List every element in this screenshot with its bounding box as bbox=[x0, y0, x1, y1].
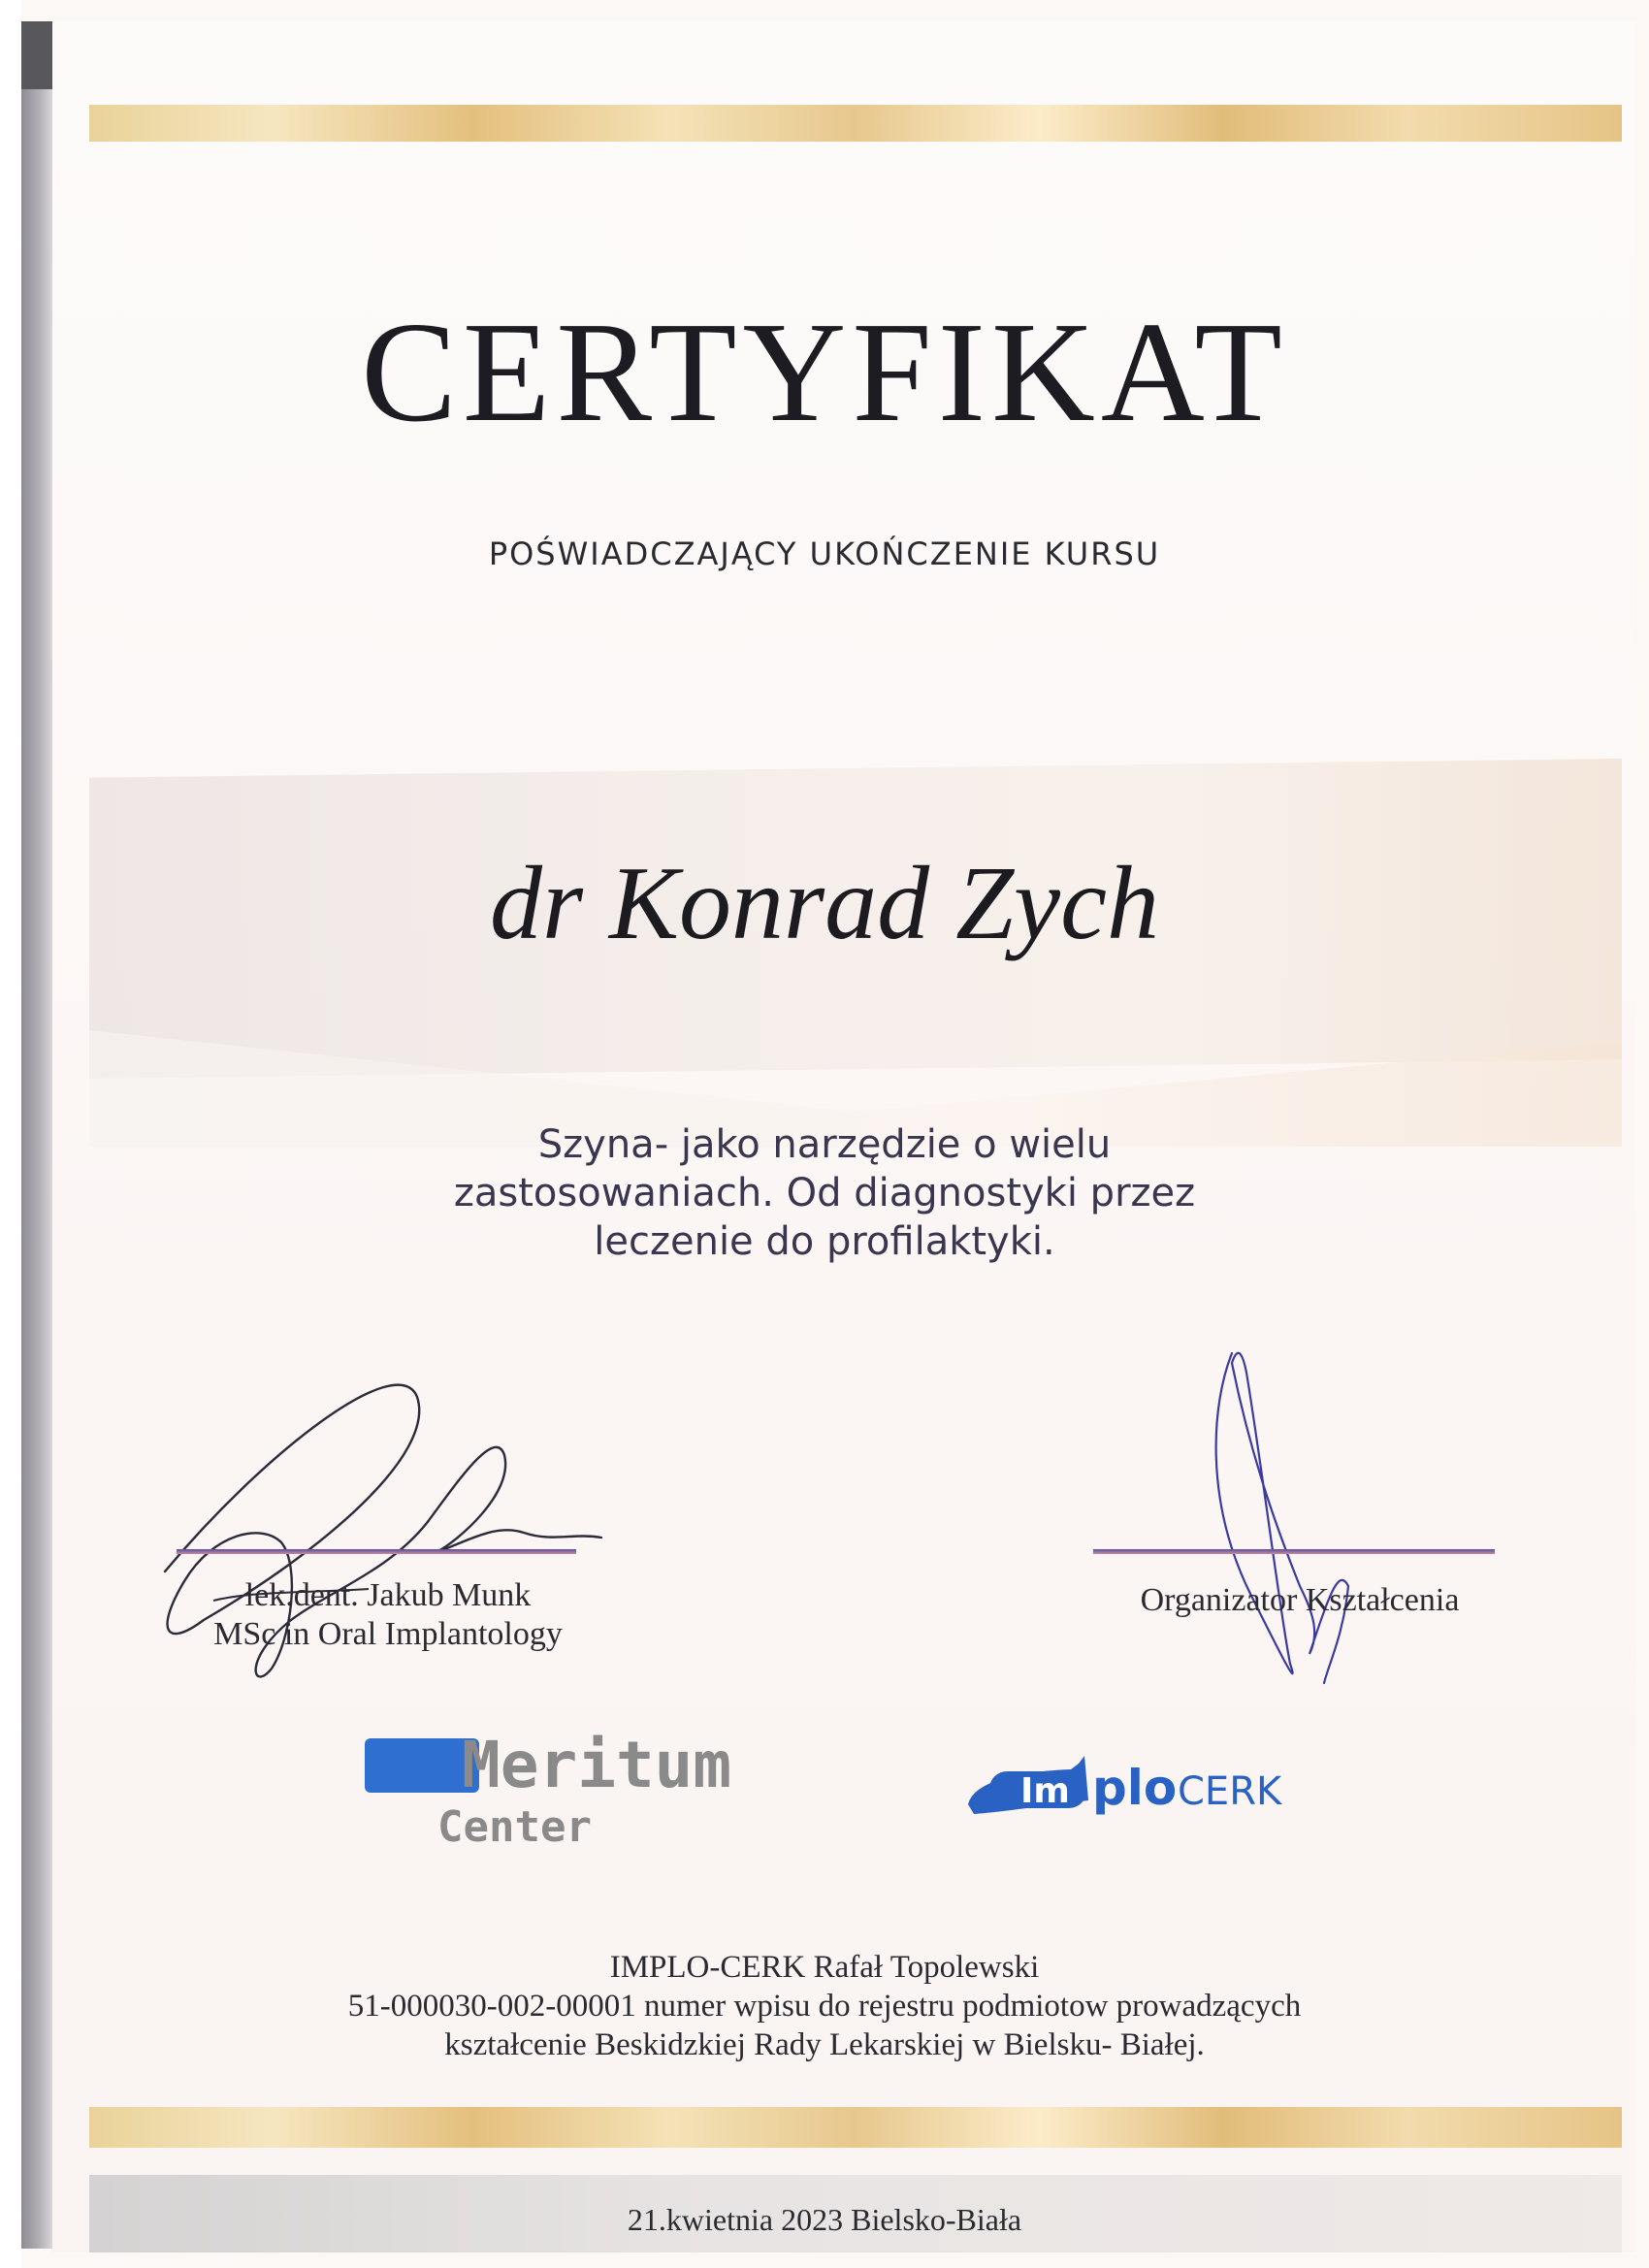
implocerk-logo bbox=[964, 1736, 1333, 1824]
signatory-title: MSc in Oral Implantology bbox=[213, 1616, 563, 1652]
signatory-left bbox=[146, 1576, 630, 1654]
implo-im: Im bbox=[1020, 1771, 1070, 1811]
meritum-center-logo bbox=[365, 1717, 782, 1853]
implo-plo: plo bbox=[1092, 1760, 1178, 1816]
recipient-name: dr Konrad Zych bbox=[489, 846, 1160, 961]
course-title-line: Szyna- jako narzędzie o wielu bbox=[537, 1122, 1112, 1167]
organizer-info bbox=[0, 1948, 1649, 2064]
gold-band-top bbox=[89, 105, 1622, 142]
date-place: 21.kwietnia 2023 Bielsko-Biała bbox=[627, 2202, 1022, 2237]
certificate-title: CERTYFIKAT bbox=[361, 293, 1288, 452]
gold-band-bottom bbox=[89, 2107, 1622, 2148]
signature-line-right bbox=[1093, 1549, 1495, 1554]
course-title-line: zastosowaniach. Od diagnostyki przez bbox=[453, 1171, 1196, 1215]
signature-line-left bbox=[177, 1549, 576, 1554]
meritum-word: Meritum bbox=[462, 1728, 732, 1802]
certificate-subtitle: POŚWIADCZAJĄCY UKOŃCZENIE KURSU bbox=[488, 535, 1161, 572]
scan-edge-dark bbox=[21, 21, 52, 89]
center-word: Center bbox=[437, 1802, 592, 1852]
signatory-name: lek.dent. Jakub Munk bbox=[244, 1577, 532, 1613]
course-title bbox=[0, 1120, 1649, 1266]
organizer-label: Organizator Kształcenia bbox=[1140, 1582, 1460, 1618]
organizer-info-line: IMPLO-CERK Rafał Topolewski bbox=[609, 1950, 1040, 1985]
organizer-info-line: 51-000030-002-00001 numer wpisu do rejestru podmiotow prowadzących bbox=[347, 1989, 1302, 2024]
organizer-info-line: kształcenie Beskidzkiej Rady Lekarskiej w Bielsku- Białej. bbox=[444, 2027, 1205, 2062]
signature-right bbox=[1193, 1344, 1368, 1702]
implo-cerk: CERK bbox=[1178, 1769, 1282, 1814]
course-title-line: leczenie do profilaktyki. bbox=[594, 1219, 1055, 1264]
